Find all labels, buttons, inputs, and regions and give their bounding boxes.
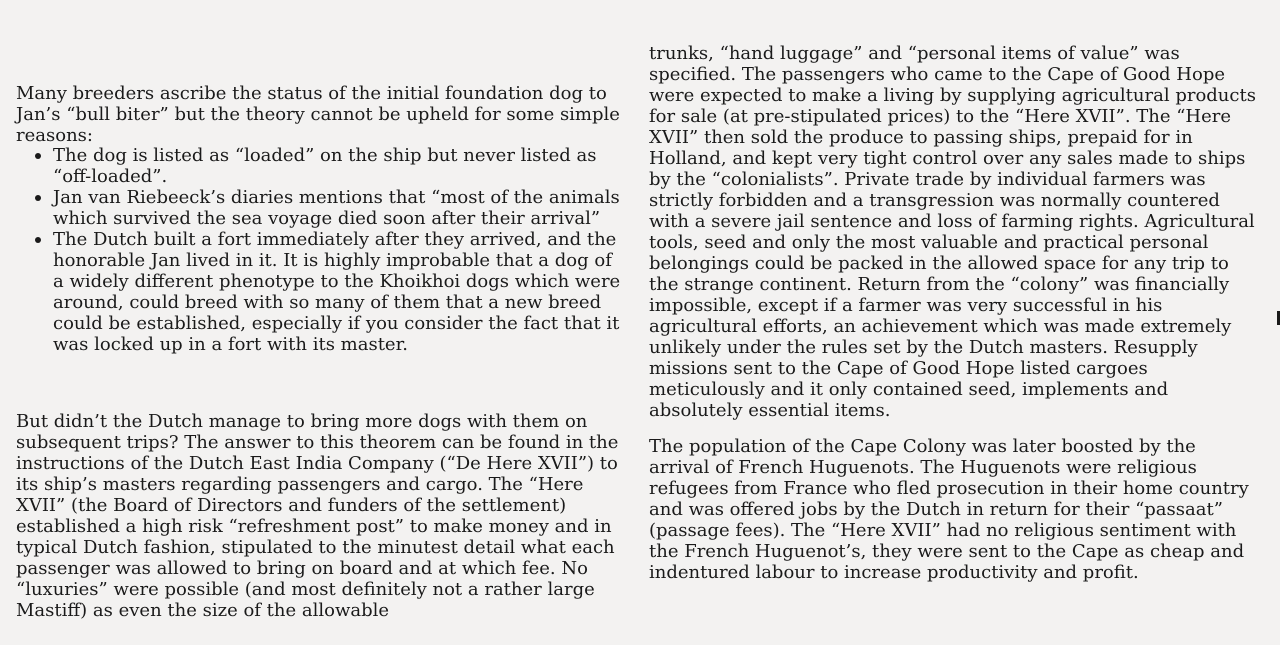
list-item: The dog is listed as “loaded” on the ship but never listed as “off-loaded”. [53, 145, 628, 187]
reasons-list [16, 145, 628, 355]
trunks-paragraph: trunks, “hand luggage” and “personal items of value” was specified. The passengers who came to the Cape of Good Hope were expected to make a living by supplying agricultural products for sale (at pre-stipulated prices) to the “Here XVII”. The “Here XVII” then sold the produce to passing ships, prepaid for in Holland, and kept very tight control over any sales made to ships by the “colonialists”. Private trade by individual farmers was strictly forbidden and a transgression was normally countered with a severe jail sentence and loss of farming rights. Agricultural tools, seed and only the most valuable and practical personal belongings could be packed in the allowed space for any trip to the strange continent. Return from the “colony” was financially impossible, except if a farmer was very successful in his agricultural efforts, an achievement which was made extremely unlikely under the rules set by the Dutch masters. Resupply missions sent to the Cape of Good Hope listed cargoes meticulously and it only contained seed, implements and absolutely essential items. [649, 43, 1256, 421]
dutch-paragraph: But didn’t the Dutch manage to bring more dogs with them on subsequent trips? The answer to this theorem can be found in the instructions of the Dutch East India Company (“De Here XVII”) to its ship’s masters regarding passengers and cargo. The “Here XVII” (the Board of Directors and funders of the settlement) established a high risk “refreshment post” to make money and in typical Dutch fashion, stipulated to the minutest detail what each passenger was allowed to bring on board and at which fee. No “luxuries” were possible (and most definitely not a rather large Mastiff) as even the size of the allowable [16, 411, 619, 621]
huguenots-paragraph: The population of the Cape Colony was later boosted by the arrival of French Huguenots. The Huguenots were religious refugees from France who fled prosecution in their home country and was offered jobs by the Dutch in return for their “passaat” (passage fees). The “Here XVII” had no religious sentiment with the French Huguenot’s, they were sent to the Cape as cheap and indentured labour to increase productivity and profit. [649, 436, 1249, 583]
list-item: The Dutch built a fort immediately after they arrived, and the honorable Jan lived in it. It is highly improbable that a dog of a widely different phenotype to the Khoikhoi dogs which were around, could breed with so many of them that a new breed could be established, especially if you consider the fact that it was locked up in a fort with its master. [53, 229, 628, 355]
intro-paragraph: Many breeders ascribe the status of the initial foundation dog to Jan’s “bull biter” but the theory cannot be upheld for some simple reasons: [16, 83, 620, 146]
list-item: Jan van Riebeeck’s diaries mentions that “most of the animals which survived the sea voyage died soon after their arrival” [53, 187, 628, 229]
